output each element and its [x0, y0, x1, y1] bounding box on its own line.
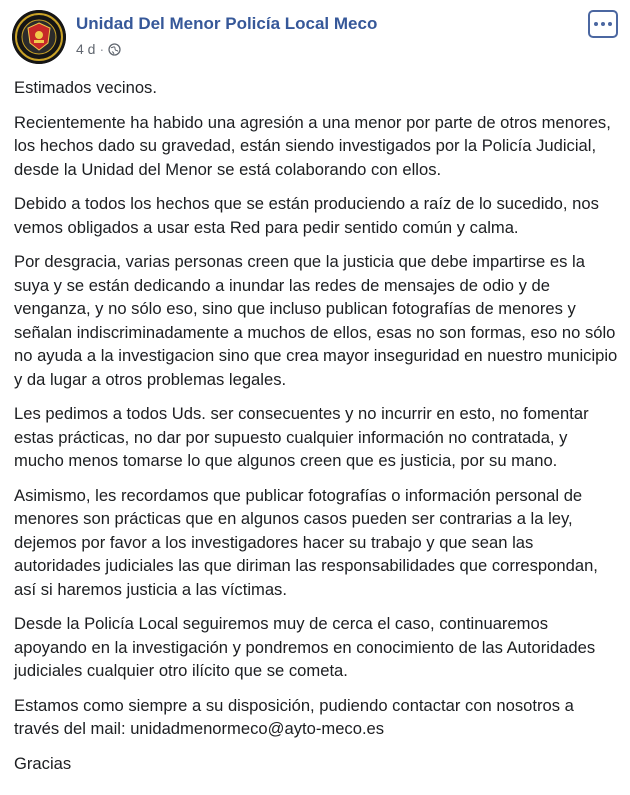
page-name-link[interactable]: Unidad Del Menor Policía Local Meco: [76, 14, 378, 33]
post-paragraph: Estamos como siempre a su disposición, pudiendo contactar con nosotros a través del mail: unidadmenormeco@ayto-meco.es: [14, 695, 574, 738]
post-paragraph: Estimados vecinos.: [14, 78, 157, 97]
post-header: [12, 10, 618, 66]
globe-icon[interactable]: [108, 43, 121, 56]
post-paragraph: Desde la Policía Local seguiremos muy de cerca el caso, continuaremos apoyando en la investigación y pondremos en conocimiento de las Autoridades judiciales cualquier otro ilícito que se cometa.: [14, 614, 596, 680]
post-paragraph: Recientemente ha habido una agresión a una menor por parte de otros menores, los hechos dado su gravedad, están siendo investigados por la Policía Judicial, desde la Unidad del Menor se está colaborando con ellos.: [14, 112, 611, 179]
post-meta: [76, 41, 121, 57]
post-paragraph: Les pedimos a todos Uds. ser consecuentes y no incurrir en esto, no fomentar estas prácticas, no dar por supuesto cualquier información no contratada, y mucho menos tomarse lo que algunos creen que es justicia, por su mano.: [14, 404, 589, 470]
post-body: [14, 76, 620, 786]
post-paragraph: Debido a todos los hechos que se están produciendo a raíz de lo sucedido, nos vemos obligados a usar esta Red para pedir sentido común y calma.: [14, 194, 599, 237]
more-options-dot: [608, 22, 612, 26]
post-paragraph: Asimismo, les recordamos que publicar fotografías o información personal de menores son prácticas que en algunos casos pueden ser contrarias a la ley, dejemos por favor a los investigadores hacer su trabajo y que sean las autoridades judiciales las que diriman las responsabilidades que correspondan, así si haremos justicia a las víctimas.: [14, 485, 598, 599]
post-paragraph: Gracias: [14, 753, 72, 773]
post-paragraph: Por desgracia, varias personas creen que la justicia que debe impartirse es la suya y se están dedicando a inundar las redes de mensajes de odio y de venganza, y no sólo eso, sino que incluso publican fotografías de menores y señalan indiscriminadamente a muchos de ellos, esas no son formas, eso no sólo no ayuda a la investigacion sino que crea mayor inseguridad en nuestro municipio y da lugar a otros problemas legales.: [14, 252, 618, 389]
more-options-icon: [594, 22, 598, 26]
post-timestamp[interactable]: 4 d: [76, 41, 96, 57]
meta-separator: ·: [99, 41, 105, 57]
badge-emblem-icon: [12, 10, 66, 64]
police-badge-avatar[interactable]: [12, 10, 66, 64]
more-options-button[interactable]: [588, 10, 618, 38]
more-options-dot: [601, 22, 605, 26]
